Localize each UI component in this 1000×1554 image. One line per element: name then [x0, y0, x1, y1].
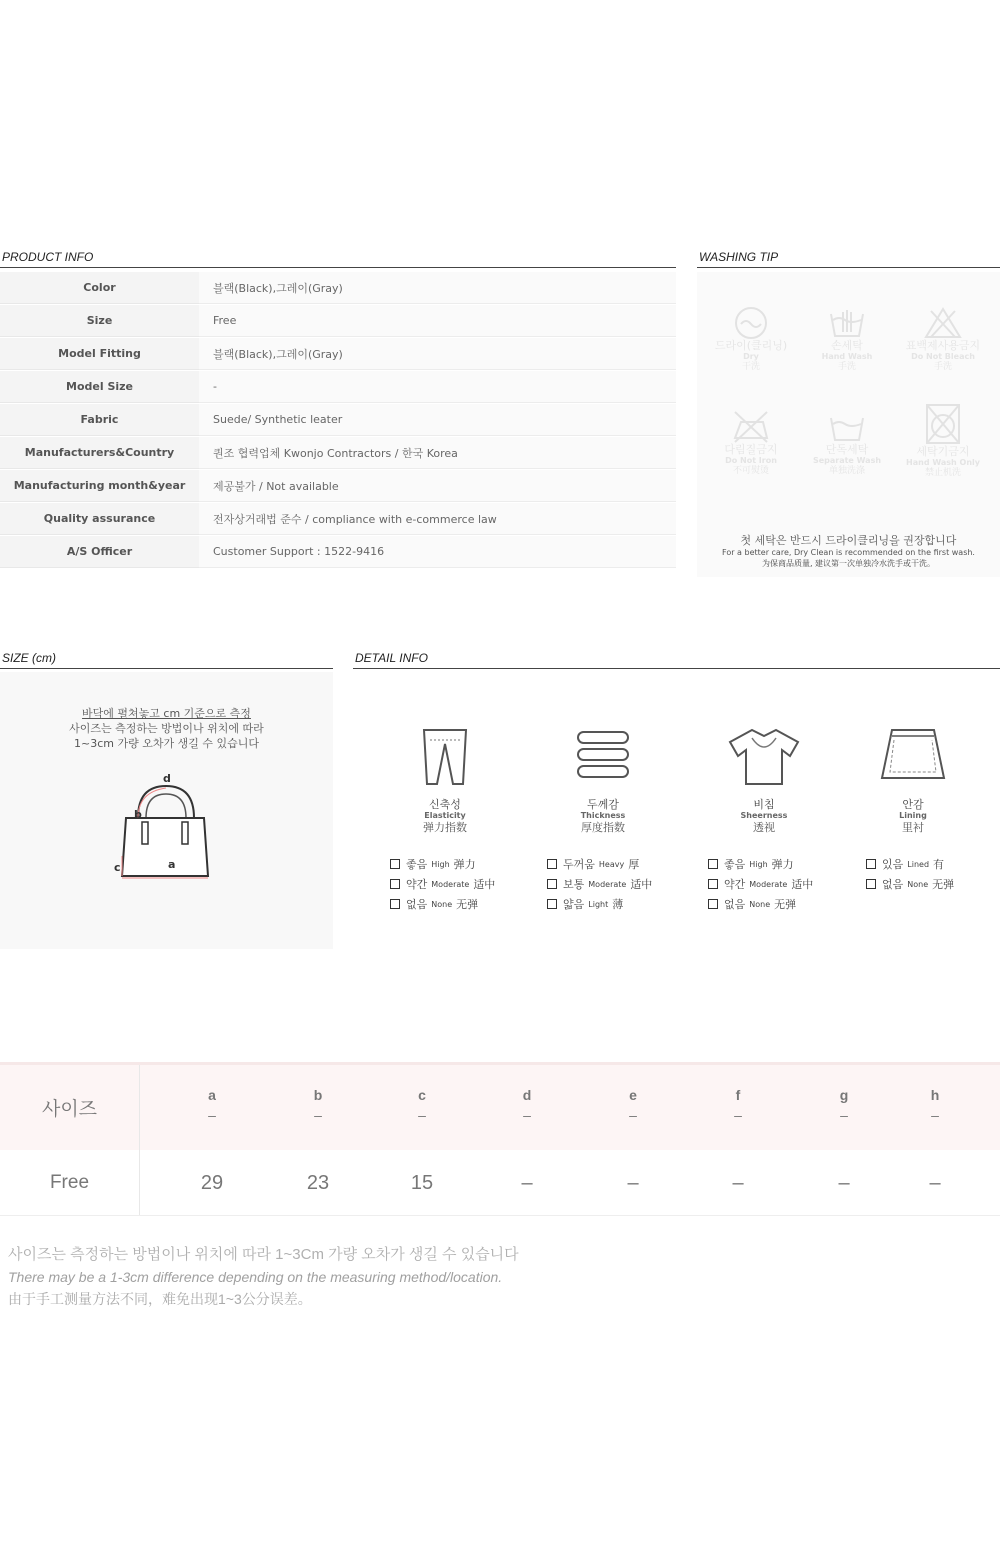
col-key: b [313, 1087, 323, 1103]
detail-info-title: DETAIL INFO [353, 651, 1000, 669]
fabric-layers-icon [575, 726, 631, 782]
col-key: a [208, 1087, 216, 1103]
checkbox[interactable] [547, 879, 557, 889]
wash-zh: 不可熨烫 [732, 466, 769, 476]
footnote-en: There may be a 1-3cm difference depending on the measuring method/location. [8, 1269, 503, 1285]
label-b: b [134, 808, 142, 821]
cell-value: 23 [306, 1171, 330, 1194]
wash-ko: 세탁기금지 [916, 445, 970, 458]
row-label: A/S Officer [0, 536, 199, 568]
table-row [0, 536, 676, 569]
checkbox[interactable] [390, 899, 400, 909]
row-value: 퀀조 협력업체 Kwonjo Contractors / 한국 Korea [199, 437, 676, 469]
checkbox[interactable] [708, 899, 718, 909]
row-value: 전자상거래법 준수 / compliance with e-commerce law [199, 503, 676, 535]
size-note: 바닥에 펼쳐놓고 cm 기준으로 측정 [82, 707, 251, 720]
table-row [0, 1150, 1000, 1216]
separate-wash-icon [827, 408, 867, 444]
row-value: 블랙(Black),그레이(Gray) [199, 272, 676, 304]
wash-ko: 드라이(클리닝) [714, 339, 788, 352]
cell-value: 15 [410, 1171, 434, 1194]
row-label: Size [0, 305, 199, 337]
option-none[interactable]: 없음 None 无弹 [390, 894, 495, 914]
dry-clean-icon [733, 306, 769, 340]
label-a: a [168, 858, 176, 871]
wash-zh: 禁止机洗 [924, 468, 961, 478]
row-value: Suede/ Synthetic leater [199, 404, 676, 436]
detail-zh: 里衬 [902, 821, 924, 834]
no-iron-icon [731, 408, 771, 444]
detail-ko: 안감 [902, 798, 924, 811]
checkbox[interactable] [866, 859, 876, 869]
row-value: 제공불가 / Not available [199, 470, 676, 502]
size-note: 사이즈는 측정하는 방법이나 위치에 따라 [69, 722, 264, 735]
checkbox[interactable] [390, 859, 400, 869]
col-sub: – [629, 1107, 637, 1123]
wash-note-ko: 첫 세탁은 반드시 드라이클리닝을 권장합니다 [740, 534, 957, 547]
detail-ko: 비침 [753, 798, 775, 811]
row-label: Model Size [0, 371, 199, 403]
washing-tip-panel [697, 272, 1000, 577]
option-high[interactable]: 좋음 High 弹力 [390, 854, 495, 874]
leggings-icon [420, 726, 470, 786]
washing-tip-title: WASHING TIP [697, 250, 1000, 268]
wash-item [894, 402, 992, 479]
col-key: d [522, 1087, 532, 1103]
col-sub: – [314, 1107, 322, 1123]
option-none[interactable]: 없음 None 无弹 [866, 874, 954, 894]
row-value: Free [199, 305, 676, 337]
hand-wash-icon [827, 306, 867, 340]
wash-en: Do Not Iron [725, 456, 777, 465]
checkbox[interactable] [708, 879, 718, 889]
col-sub: – [840, 1107, 848, 1123]
size-note: 1~3cm 가량 오차가 생길 수 있습니다 [74, 737, 259, 750]
cell-value: – [627, 1171, 639, 1194]
col-sub: – [523, 1107, 531, 1123]
option-high[interactable]: 좋음 High 弹力 [708, 854, 813, 874]
detail-zh: 厚度指数 [581, 821, 625, 834]
size-header: 사이즈 [0, 1065, 140, 1150]
wash-zh: 单独洗涤 [828, 466, 865, 476]
bag-diagram-icon [108, 772, 218, 882]
table-row [0, 404, 676, 437]
option-light[interactable]: 얇음 Light 薄 [547, 894, 652, 914]
table-row [0, 371, 676, 404]
col-sub: – [208, 1107, 216, 1123]
wash-item [702, 408, 800, 477]
wash-item [798, 408, 896, 477]
elasticity-options [390, 854, 495, 914]
size-title: SIZE (cm) [0, 651, 333, 669]
checkbox[interactable] [866, 879, 876, 889]
table-row [0, 437, 676, 470]
detail-thickness [528, 726, 678, 834]
cell-value: – [929, 1171, 941, 1194]
size-panel [0, 672, 333, 949]
cell-value: – [838, 1171, 850, 1194]
row-value: - [199, 371, 676, 403]
wash-en: Do Not Bleach [911, 352, 975, 361]
wash-ko: 다림질금지 [724, 443, 778, 456]
col-sub: – [734, 1107, 742, 1123]
col-key: h [930, 1087, 940, 1103]
detail-sheerness [689, 726, 839, 834]
product-info-table [0, 272, 676, 569]
table-row [0, 470, 676, 503]
col-key: c [418, 1087, 426, 1103]
option-none[interactable]: 없음 None 无弹 [708, 894, 813, 914]
wash-zh: 手洗 [837, 362, 856, 372]
cell-value: – [521, 1171, 533, 1194]
row-label: Color [0, 272, 199, 304]
sheerness-options [708, 854, 813, 914]
product-info-title: PRODUCT INFO [0, 250, 676, 268]
col-sub: – [931, 1107, 939, 1123]
option-heavy[interactable]: 두꺼움 Heavy 厚 [547, 854, 652, 874]
detail-en: Lining [899, 811, 927, 820]
wash-zh: 手洗 [933, 362, 952, 372]
detail-lining [838, 726, 988, 834]
measure-header [0, 1062, 1000, 1150]
footnotes [8, 1244, 519, 1310]
checkbox[interactable] [708, 859, 718, 869]
checkbox[interactable] [547, 899, 557, 909]
tshirt-icon [728, 726, 800, 786]
row-label: Quality assurance [0, 503, 199, 535]
col-key: g [839, 1087, 849, 1103]
table-row [0, 305, 676, 338]
option-moderate[interactable]: 보통 Moderate 适中 [547, 874, 652, 894]
table-row [0, 272, 676, 305]
detail-zh: 透视 [753, 821, 775, 834]
wash-ko: 손세탁 [831, 339, 863, 352]
footnote-ko: 사이즈는 측정하는 방법이나 위치에 따라 1~3Cm 가량 오차가 생길 수 있습니다 [8, 1246, 519, 1263]
wash-en: Hand Wash Only [906, 458, 980, 467]
size-name: Free [0, 1150, 140, 1215]
detail-en: Thickness [580, 811, 626, 820]
thickness-options [547, 854, 652, 914]
row-value: Customer Support : 1522-9416 [199, 536, 676, 568]
row-label: Model Fitting [0, 338, 199, 370]
detail-ko: 두께감 [587, 798, 619, 811]
row-label: Fabric [0, 404, 199, 436]
cell-value: – [732, 1171, 744, 1194]
size-notes [0, 706, 333, 751]
wash-en: Dry [743, 352, 759, 361]
lining-options [866, 854, 954, 894]
option-moderate[interactable]: 약간 Moderate 适中 [708, 874, 813, 894]
checkbox[interactable] [390, 879, 400, 889]
table-row [0, 338, 676, 371]
wash-en: Hand Wash [821, 352, 873, 361]
col-key: f [735, 1087, 741, 1103]
detail-en: Sheerness [740, 811, 788, 820]
wash-ko: 단독세탁 [825, 443, 869, 456]
measure-table [0, 1062, 1000, 1216]
row-value: 블랙(Black),그레이(Gray) [199, 338, 676, 370]
wash-item [894, 306, 992, 373]
label-c: c [114, 861, 121, 874]
col-key: e [629, 1087, 637, 1103]
wash-item [702, 306, 800, 373]
wash-en: Separate Wash [812, 456, 882, 465]
table-row [0, 503, 676, 536]
detail-zh: 弹力指数 [423, 821, 467, 834]
no-bleach-icon [923, 306, 963, 340]
skirt-lining-icon [878, 726, 948, 786]
row-label: Manufacturers&Country [0, 437, 199, 469]
detail-ko: 신축성 [429, 798, 461, 811]
label-d: d [163, 772, 171, 785]
col-sub: – [418, 1107, 426, 1123]
cell-value: 29 [200, 1171, 224, 1194]
checkbox[interactable] [547, 859, 557, 869]
wash-item [798, 306, 896, 373]
wash-note [697, 534, 1000, 569]
wash-note-zh: 为保商品质量, 建议第一次单独冷水洗手或干洗。 [761, 559, 936, 568]
no-wash-icon [923, 402, 963, 446]
row-label: Manufacturing month&year [0, 470, 199, 502]
wash-zh: 干洗 [741, 362, 760, 372]
detail-en: Elasticity [424, 811, 466, 820]
option-moderate[interactable]: 약간 Moderate 适中 [390, 874, 495, 894]
option-lined[interactable]: 있음 Lined 有 [866, 854, 954, 874]
wash-ko: 표백제사용금지 [905, 339, 981, 352]
detail-elasticity [370, 726, 520, 834]
footnote-zh: 由于手工测量方法不同，难免出现1~3公分误差。 [8, 1291, 312, 1307]
wash-note-en: For a better care, Dry Clean is recommended on the first wash. [722, 548, 975, 557]
